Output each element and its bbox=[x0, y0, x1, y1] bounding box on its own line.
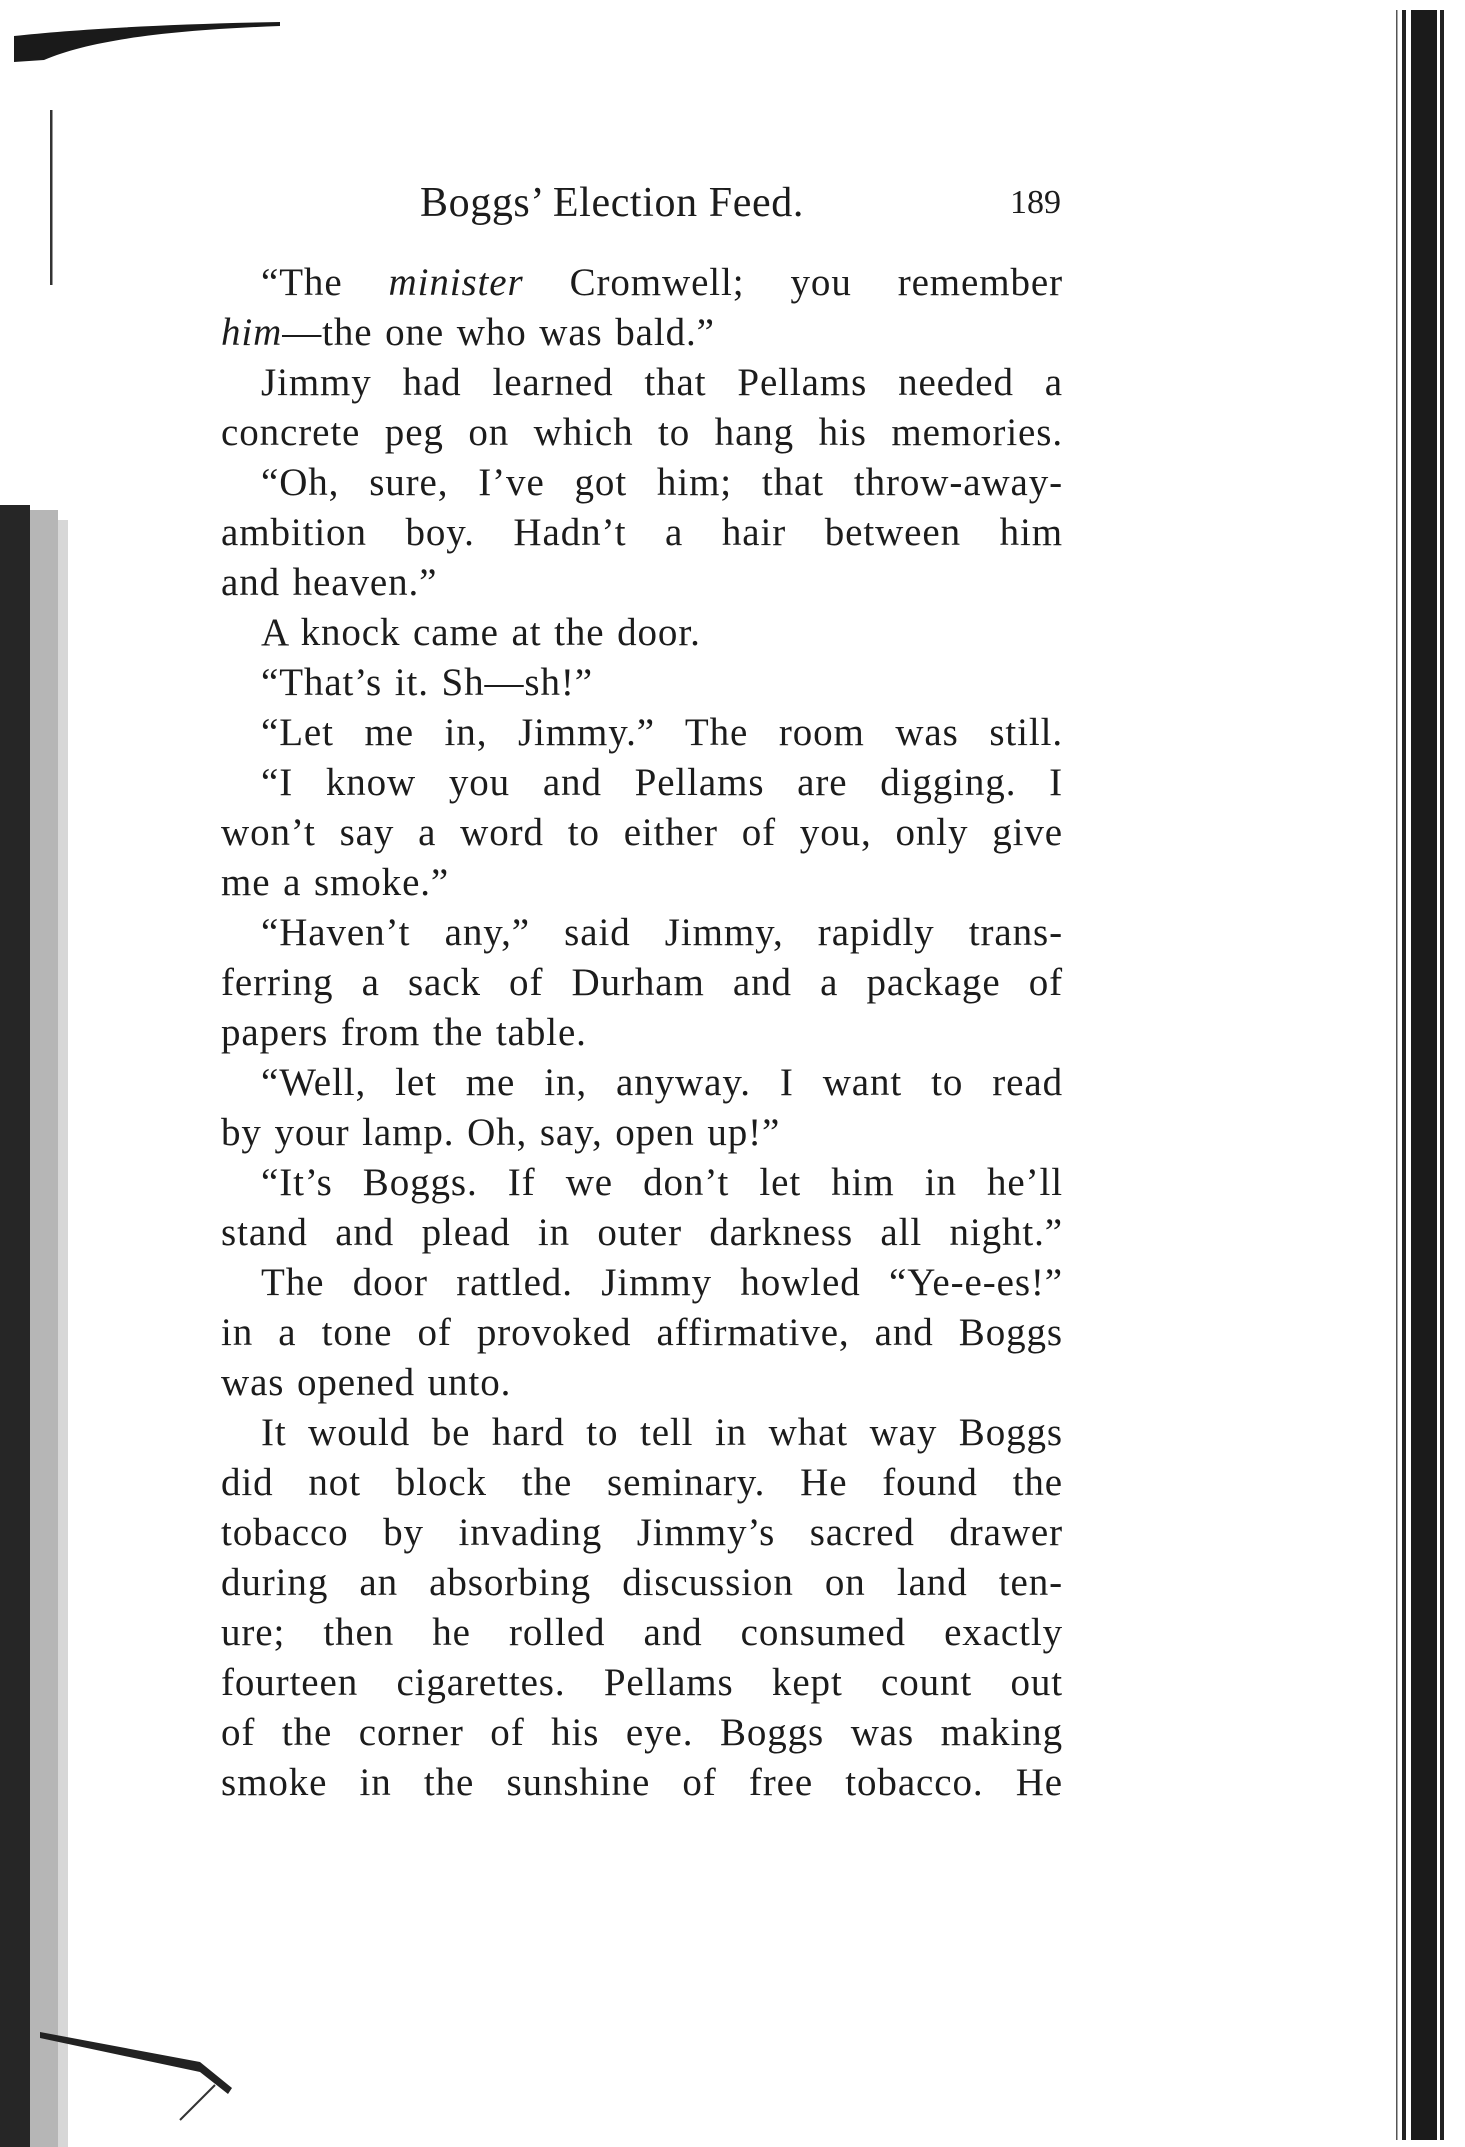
text-line: did not block the seminary. He found the bbox=[221, 1461, 1063, 1504]
text-line: “Well, let me in, anyway. I want to read bbox=[261, 1061, 1063, 1104]
top-left-corner-mark bbox=[14, 22, 280, 62]
text-line: “That’s it. Sh—sh!” bbox=[261, 661, 593, 704]
right-edge-line-c bbox=[1396, 10, 1398, 2140]
text-line: The door rattled. Jimmy howled “Ye-e-es!” bbox=[261, 1261, 1063, 1304]
text-line: concrete peg on which to hang his memories. bbox=[221, 411, 1063, 454]
text-line: papers from the table. bbox=[221, 1011, 587, 1054]
text-line: in a tone of provoked affirmative, and Boggs bbox=[221, 1311, 1063, 1354]
text-line: and heaven.” bbox=[221, 561, 438, 604]
text-line: during an absorbing discussion on land ten- bbox=[221, 1561, 1063, 1604]
text-line: Jimmy had learned that Pellams needed a bbox=[261, 361, 1063, 404]
text-line: him—the one who was bald.” bbox=[221, 311, 715, 354]
left-binding-texture bbox=[30, 510, 58, 2147]
page-number: 189 bbox=[1010, 184, 1061, 221]
bottom-left-stroke bbox=[180, 2085, 215, 2120]
text-line: by your lamp. Oh, say, open up!” bbox=[221, 1111, 781, 1154]
text-line: me a smoke.” bbox=[221, 861, 450, 904]
page-header bbox=[0, 178, 1465, 228]
text-line: ure; then he rolled and consumed exactly bbox=[221, 1611, 1063, 1654]
text-line: It would be hard to tell in what way Boggs bbox=[261, 1411, 1063, 1454]
body-text bbox=[221, 258, 1063, 1808]
text-line: ferring a sack of Durham and a package of bbox=[221, 961, 1063, 1004]
text-line: of the corner of his eye. Boggs was making bbox=[221, 1711, 1063, 1754]
text-line: ambition boy. Hadn’t a hair between him bbox=[221, 511, 1063, 554]
text-line: fourteen cigarettes. Pellams kept count out bbox=[221, 1661, 1063, 1704]
text-line: “The minister Cromwell; you remember bbox=[261, 261, 1063, 304]
text-line: won’t say a word to either of you, only give bbox=[221, 811, 1063, 854]
running-title: Boggs’ Election Feed. bbox=[420, 180, 804, 226]
text-line: A knock came at the door. bbox=[261, 611, 701, 654]
text-line: “Let me in, Jimmy.” The room was still. bbox=[261, 711, 1063, 754]
text-line: “I know you and Pellams are digging. I bbox=[261, 761, 1063, 804]
text-line: was opened unto. bbox=[221, 1361, 512, 1404]
text-line: smoke in the sunshine of free tobacco. He bbox=[221, 1761, 1063, 1804]
right-edge-line-a bbox=[1402, 10, 1406, 2140]
left-binding-shadow bbox=[0, 505, 30, 2147]
right-edge-line-thick bbox=[1411, 10, 1437, 2140]
left-binding-texture-2 bbox=[58, 520, 68, 2147]
text-line: tobacco by invading Jimmy’s sacred drawer bbox=[221, 1511, 1063, 1554]
bottom-left-corner-mark bbox=[40, 2032, 232, 2094]
text-line: stand and plead in outer darkness all night.” bbox=[221, 1211, 1063, 1254]
right-edge-line-b bbox=[1440, 10, 1444, 2140]
text-line: “Oh, sure, I’ve got him; that throw-away- bbox=[261, 461, 1063, 504]
text-line: “Haven’t any,” said Jimmy, rapidly trans- bbox=[261, 911, 1063, 954]
text-line: “It’s Boggs. If we don’t let him in he’ll bbox=[261, 1161, 1063, 1204]
